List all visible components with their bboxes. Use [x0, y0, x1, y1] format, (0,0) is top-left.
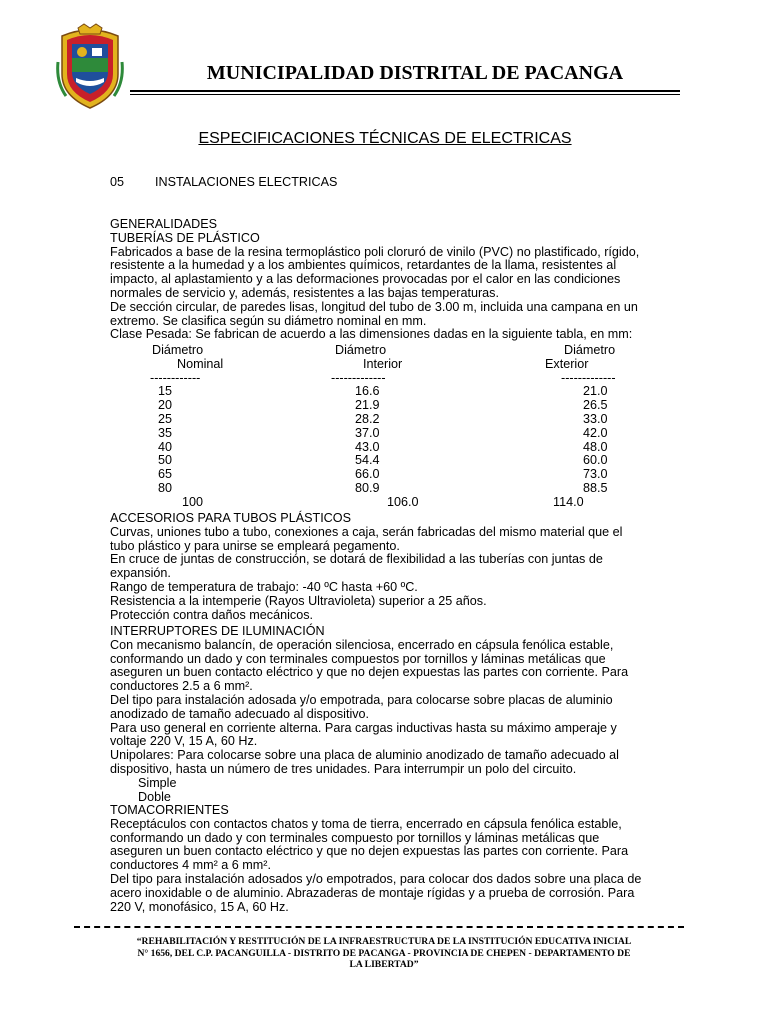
cell: 16.6: [355, 384, 380, 399]
cell: 60.0: [583, 453, 608, 468]
text-line: extremo. Se clasifica según su diámetro nominal en mm.: [110, 313, 427, 328]
header-rule: [130, 90, 680, 92]
text-line: Receptáculos con contactos chatos y toma de tierra, encerrado en cápsula fenólica estable,: [110, 816, 622, 831]
text-line: resistente a la humedad y a los ambientes químicos, retardantes de la llama, resistentes al: [110, 258, 617, 273]
cell: 100: [182, 494, 204, 509]
text-line: acero inoxidable o de aluminio. Abrazaderas de montaje rígidas y a prueba de corrosión. Para: [110, 885, 635, 900]
text-line: aseguren un buen contacto eléctrico y que no dejen expuestas las partes con corriente. Para: [110, 844, 629, 859]
separator: ------------: [150, 370, 201, 385]
header-cell-interior: Diámetro: [335, 343, 387, 357]
table-row: [110, 413, 670, 427]
header-cell-nominal: Nominal: [177, 356, 224, 371]
cell: 15: [158, 384, 173, 399]
section-title: INSTALACIONES ELECTRICAS: [155, 175, 338, 189]
text-line: Unipolares: Para colocarse sobre una placa de aluminio anodizado de tamaño adecuado al: [110, 748, 619, 763]
text-line: Protección contra daños mecánicos.: [110, 607, 314, 622]
heading-interruptores: INTERRUPTORES DE ILUMINACIÓN: [110, 624, 325, 638]
text-line: conformando un dado y con terminales compuesto por tornillos y láminas metálicas que: [110, 830, 600, 845]
text-line: Con mecanismo balancín, de operación silenciosa, encerrado en cápsula fenólica estable,: [110, 637, 614, 652]
text-line: voltaje 220 V, 15 A, 60 Hz.: [110, 734, 258, 749]
header-rule-thin: [130, 94, 680, 95]
cell: 35: [158, 425, 173, 440]
table-separator-row: [110, 372, 670, 386]
municipal-coat-of-arms-logo: [56, 22, 124, 110]
body-block-interruptores: [110, 625, 628, 804]
body-block-accesorios: [110, 512, 622, 622]
text-line: De sección circular, de paredes lisas, longitud del tubo de 3.00 m, incluida una campana en un: [110, 299, 638, 314]
heading-accesorios: ACCESORIOS PARA TUBOS PLÁSTICOS: [110, 511, 351, 525]
cell: 66.0: [355, 467, 380, 482]
header-cell-nominal: Diámetro: [152, 343, 204, 357]
text-line: Curvas, uniones tubo a tubo, conexiones a caja, serán fabricadas del mismo material que el: [110, 524, 623, 539]
cell: 80: [158, 480, 173, 495]
heading-generalidades: GENERALIDADES: [110, 217, 218, 231]
header-cell-interior: Interior: [363, 356, 403, 371]
header-cell-exterior: Diámetro: [564, 343, 616, 357]
cell: 28.2: [355, 411, 380, 426]
cell: 114.0: [553, 494, 584, 509]
table-row: [110, 427, 670, 441]
option-doble: Doble: [110, 789, 171, 804]
cell: 73.0: [583, 467, 608, 482]
table-row: [110, 441, 670, 455]
text-line: Clase Pesada: Se fabrican de acuerdo a las dimensiones dadas en la siguiente tabla, en mm:: [110, 327, 633, 342]
table-header-row: [110, 344, 670, 358]
separator: -------------: [331, 370, 386, 385]
municipality-name: MUNICIPALIDAD DISTRITAL DE PACANGA: [206, 62, 624, 84]
footer-line: N° 1656, DEL C.P. PACANGUILLA - DISTRITO DE PACANGA - PROVINCIA DE CHEPEN - DEPARTAMENTO DE: [137, 947, 631, 959]
table-row: [110, 496, 670, 510]
text-line: conductores 4 mm² a 6 mm².: [110, 858, 271, 873]
cell: 43.0: [355, 439, 380, 454]
footer-line: LA LIBERTAD”: [349, 959, 419, 970]
text-line: conductores 2.5 a 6 mm².: [110, 679, 253, 694]
cell: 26.5: [583, 398, 608, 413]
footer-dashed-rule: [74, 926, 684, 928]
cell: 42.0: [583, 425, 608, 440]
pipe-dimension-table: [110, 344, 670, 510]
text-line: Fabricados a base de la resina termoplástico poli cloruró de vinilo (PVC) no plastificado, rígido,: [110, 244, 640, 259]
text-line: Resistencia a la intemperie (Rayos Ultravioleta) superior a 25 años.: [110, 593, 487, 608]
text-line: dispositivo, hasta un número de tres unidades. Para interrumpir un polo del circuito.: [110, 761, 577, 776]
table-header-row: [110, 358, 670, 372]
heading-tuberias: TUBERÍAS DE PLÁSTICO: [110, 230, 260, 245]
table-row: [110, 399, 670, 413]
cell: 88.5: [583, 480, 608, 495]
table-row: [110, 385, 670, 399]
body-block-generalidades: [110, 218, 639, 342]
table-row: [110, 454, 670, 468]
cell: 65: [158, 467, 173, 482]
heading-tomacorrientes: TOMACORRIENTES: [110, 803, 229, 817]
text-line: expansión.: [110, 566, 171, 581]
cell: 33.0: [583, 411, 608, 426]
body-block-tomacorrientes: [110, 804, 641, 914]
text-line: 220 V, monofásico, 15 A, 60 Hz.: [110, 899, 289, 914]
table-row: [110, 482, 670, 496]
footer-line: “REHABILITACIÓN Y RESTITUCIÓN DE LA INFRAESTRUCTURA DE LA INSTITUCIÓN EDUCATIVA INICIAL: [136, 936, 632, 947]
text-line: anodizado de tamaño adecuado al dispositivo.: [110, 706, 370, 721]
section-number: 05: [110, 175, 125, 189]
document-title: ESPECIFICACIONES TÉCNICAS DE ELECTRICAS: [198, 130, 572, 147]
text-line: Del tipo para instalación adosados y/o empotrados, para colocar dos dados sobre una placa de: [110, 871, 642, 886]
footer-project-title: [100, 936, 668, 971]
option-simple: Simple: [110, 775, 177, 790]
separator: -------------: [561, 370, 616, 385]
text-line: Rango de temperatura de trabajo: -40 ºC hasta +60 ºC.: [110, 579, 418, 594]
cell: 20: [158, 398, 173, 413]
text-line: aseguren un buen contacto eléctrico y que no dejen expuestas las partes con corriente. Para: [110, 665, 629, 680]
cell: 21.0: [583, 384, 608, 399]
text-line: Del tipo para instalación adosada y/o empotrada, para colocarse sobre placas de aluminio: [110, 692, 613, 707]
text-line: impacto, al aplastamiento y a las deformaciones provocadas por el calor en las condiciones: [110, 272, 621, 287]
cell: 25: [158, 411, 173, 426]
cell: 54.4: [355, 453, 380, 468]
cell: 50: [158, 453, 173, 468]
table-row: [110, 468, 670, 482]
text-line: tubo plástico y para unirse se empleará pegamento.: [110, 538, 400, 553]
text-line: Para uso general en corriente alterna. Para cargas inductivas hasta su máximo amperaje y: [110, 720, 617, 735]
cell: 48.0: [583, 439, 608, 454]
text-line: conformando un dado y con terminales compuestos por tornillos y láminas metálicas que: [110, 651, 606, 666]
cell: 80.9: [355, 480, 380, 495]
text-line: normales de servicio y, además, resistentes a las bajas temperaturas.: [110, 285, 499, 300]
header-cell-exterior: Exterior: [545, 356, 589, 371]
cell: 21.9: [355, 398, 380, 413]
cell: 106.0: [387, 494, 419, 509]
cell: 40: [158, 439, 173, 454]
text-line: En cruce de juntas de construcción, se dotará de flexibilidad a las tuberías con juntas de: [110, 552, 603, 567]
cell: 37.0: [355, 425, 380, 440]
